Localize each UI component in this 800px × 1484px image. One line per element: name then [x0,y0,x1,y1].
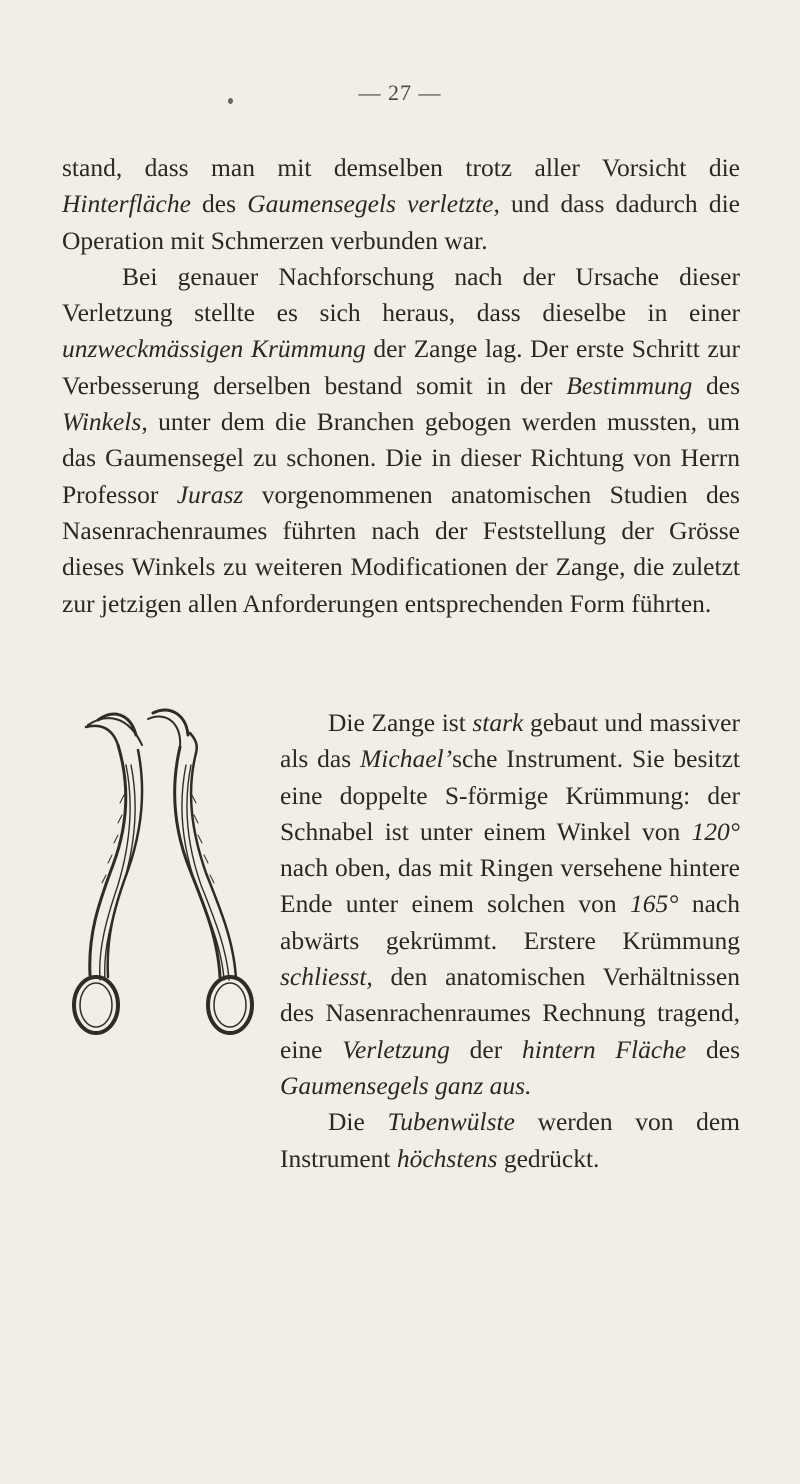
emphasis-text: höchstens [396,1143,498,1173]
text-run: Bei genauer Nachforschung nach der Ursache dieser Verletzung stellte es sich heraus, dass dieselbe in einer [62,261,740,328]
forceps-illustration [58,705,268,1040]
main-text-block [62,150,740,622]
text-run: nach abwärts gekrümmt. Erstere Krümmung [280,889,740,955]
text-run: der Zange lag. Der erste Schritt zur Verbesserung derselben bestand somit in der [62,334,740,400]
emphasis-text: Gaumensegels verletzte, [247,189,500,219]
emphasis-text: Winkels, [62,407,148,437]
text-run: des [190,189,248,219]
text-run: vorgenommenen anatomischen Studien des Nasenrachenraumes führten nach der Feststellung der Grösse dieses Winkels zu weiteren Modificationen der Zange, die zuletzt zur jetzigen allen Anforderungen entsprechenden Form führten. [62,479,740,618]
text-run: unter dem die Branchen gebogen werden mussten, um das Gaumensegel zu schonen. Die in dieser Richtung von Herrn Professor [62,407,740,509]
page-number: — 27 — [358,80,442,105]
emphasis-text: hintern Fläche [522,1034,687,1064]
text-run: den anatomischen Verhältnissen des Nasenrachenraumes Rechnung tragend, eine [280,962,740,1064]
emphasis-text: Hinterfläche [62,189,191,219]
paragraph [62,150,740,259]
text-run: Die Zange ist [328,708,473,737]
text-run: und dass dadurch die Operation mit Schmerzen verbunden war. [62,189,740,255]
emphasis-text: 120° [691,816,740,846]
text-run: werden von dem Instrument [280,1107,740,1173]
emphasis-text: Verletzung [342,1034,450,1064]
paragraph [280,1104,740,1177]
emphasis-text: Tubenwülste [387,1107,515,1137]
text-run: stand, dass man mit demselben trotz aller Vorsicht die [62,153,740,182]
emphasis-text: Michael’ [360,744,453,774]
text-run: Die [328,1107,388,1137]
paragraph [280,705,740,1104]
text-run: der [449,1034,522,1064]
figure-side-text [280,705,740,1177]
emphasis-text: 165° [630,889,679,919]
text-run: gebaut und massiver als das [280,708,740,774]
text-run: gedrückt. [497,1143,600,1173]
emphasis-text: Bestimmung [566,370,693,400]
emphasis-text: schliesst, [280,962,373,992]
emphasis-text: Gaumensegels ganz aus. [280,1070,532,1100]
text-run: des [692,370,741,400]
emphasis-text: unzweckmässigen Krümmung [62,334,366,364]
emphasis-text: stark [472,708,524,737]
paragraph [62,259,740,622]
text-run: des [686,1034,740,1064]
emphasis-text: Jurasz [176,479,244,509]
text-run: sche Instrument. Sie besitzt eine doppelte S-förmige Krümmung: der Schnabel ist unter einem Winkel von [280,744,740,846]
text-run: nach oben, das mit Ringen versehene hintere Ende unter einem solchen von [280,853,740,919]
